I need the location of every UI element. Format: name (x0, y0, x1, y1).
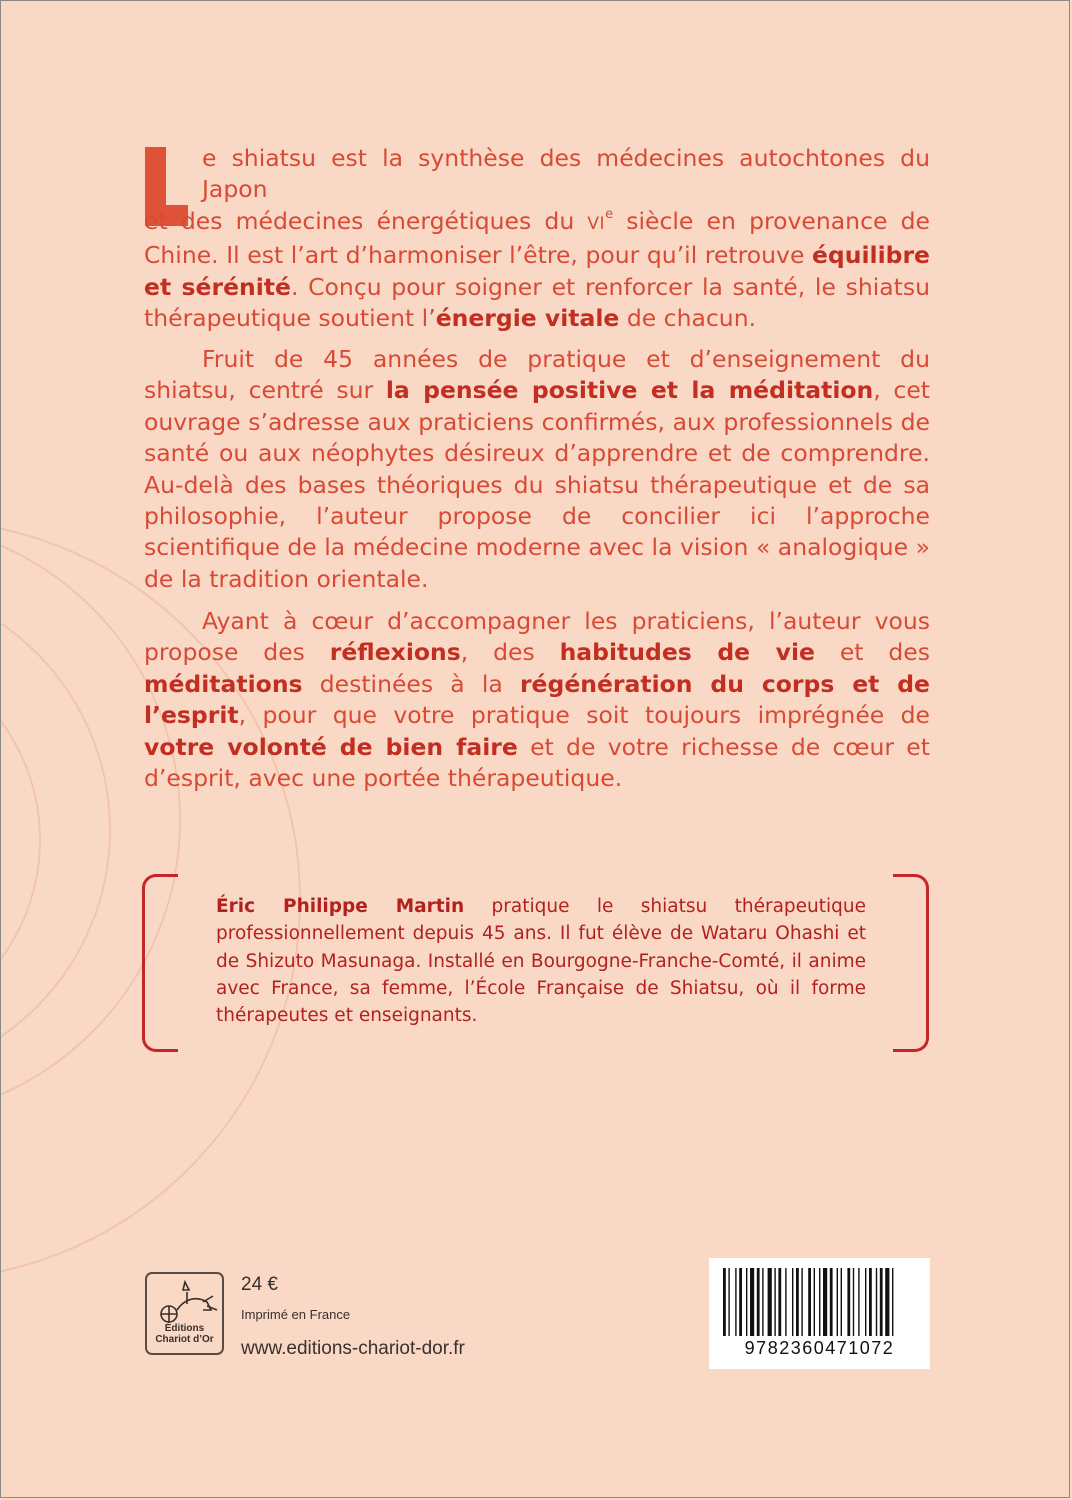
emphasis-equilibre: équilibre et sérénité (144, 241, 930, 301)
author-bio: Éric Philippe Martin pratique le shiatsu thérapeutique professionnellement depuis 45 ans. Il fut élève de Wataru Ohashi et de Shizuto Masunaga. Installé en Bourgogne-Franche-Comté, il anime avec France, sa femme, l’École Française de Shiatsu, où il forme thérapeutes et enseignants. (216, 896, 867, 1027)
intro-first-line: e shiatsu est la synthèse des médecines autochtones du Japon (202, 144, 930, 204)
emphasis-energie: énergie vitale (435, 304, 620, 333)
bio-bracket-left (142, 874, 178, 1052)
publisher-url: www.editions-chariot-dor.fr (241, 1338, 465, 1359)
author-name: Éric Philippe Martin (216, 896, 465, 917)
bio-bracket-right (893, 874, 929, 1052)
chariot-icon (147, 1276, 222, 1326)
barcode-bars (709, 1258, 930, 1338)
second-paragraph: Fruit de 45 années de pratique et d’enseignement du shiatsu, centré sur la pensée positive et la méditation, cet ouvrage s’adresse aux praticiens confirmés, aux professionnels de santé ou aux néophytes désireux d’apprendre et de comprendre. Au-delà des bases théoriques du shiatsu thérapeutique et de sa philosophie, l’auteur propose de concilier ici l’approche scientifique de la médecine moderne avec la vision « analogique » de la tradition orientale. (144, 345, 930, 593)
isbn-number: 9782360471072 (744, 1338, 895, 1358)
price: 24 € (241, 1274, 278, 1295)
third-paragraph: Ayant à cœur d’accompagner les praticiens, l’auteur vous propose des réflexions, des habitudes de vie et des méditations destinées à la régénération du corps et de l’esprit, pour que votre pratique soit toujours imprégnée de votre volonté de bien faire et de votre richesse de cœur et d’esprit, avec une portée thérapeutique. (144, 607, 930, 793)
emphasis-pensee: la pensée positive et la méditation (385, 376, 874, 405)
printed-in: Imprimé en France (241, 1307, 351, 1322)
publisher-logo: Éditions Chariot d’Or (145, 1272, 224, 1355)
barcode (709, 1258, 930, 1369)
intro-paragraph: e shiatsu est la synthèse des médecines autochtones du Japon et des médecines énergétiques du VIe siècle en provenance de Chine. Il est l’art d’harmoniser l’être, pour qu’il retrouve équilibre et sérénité. Conçu pour soigner et renforcer la santé, le shiatsu thérapeutique soutient l’énergie vitale de chacun. (144, 144, 931, 333)
